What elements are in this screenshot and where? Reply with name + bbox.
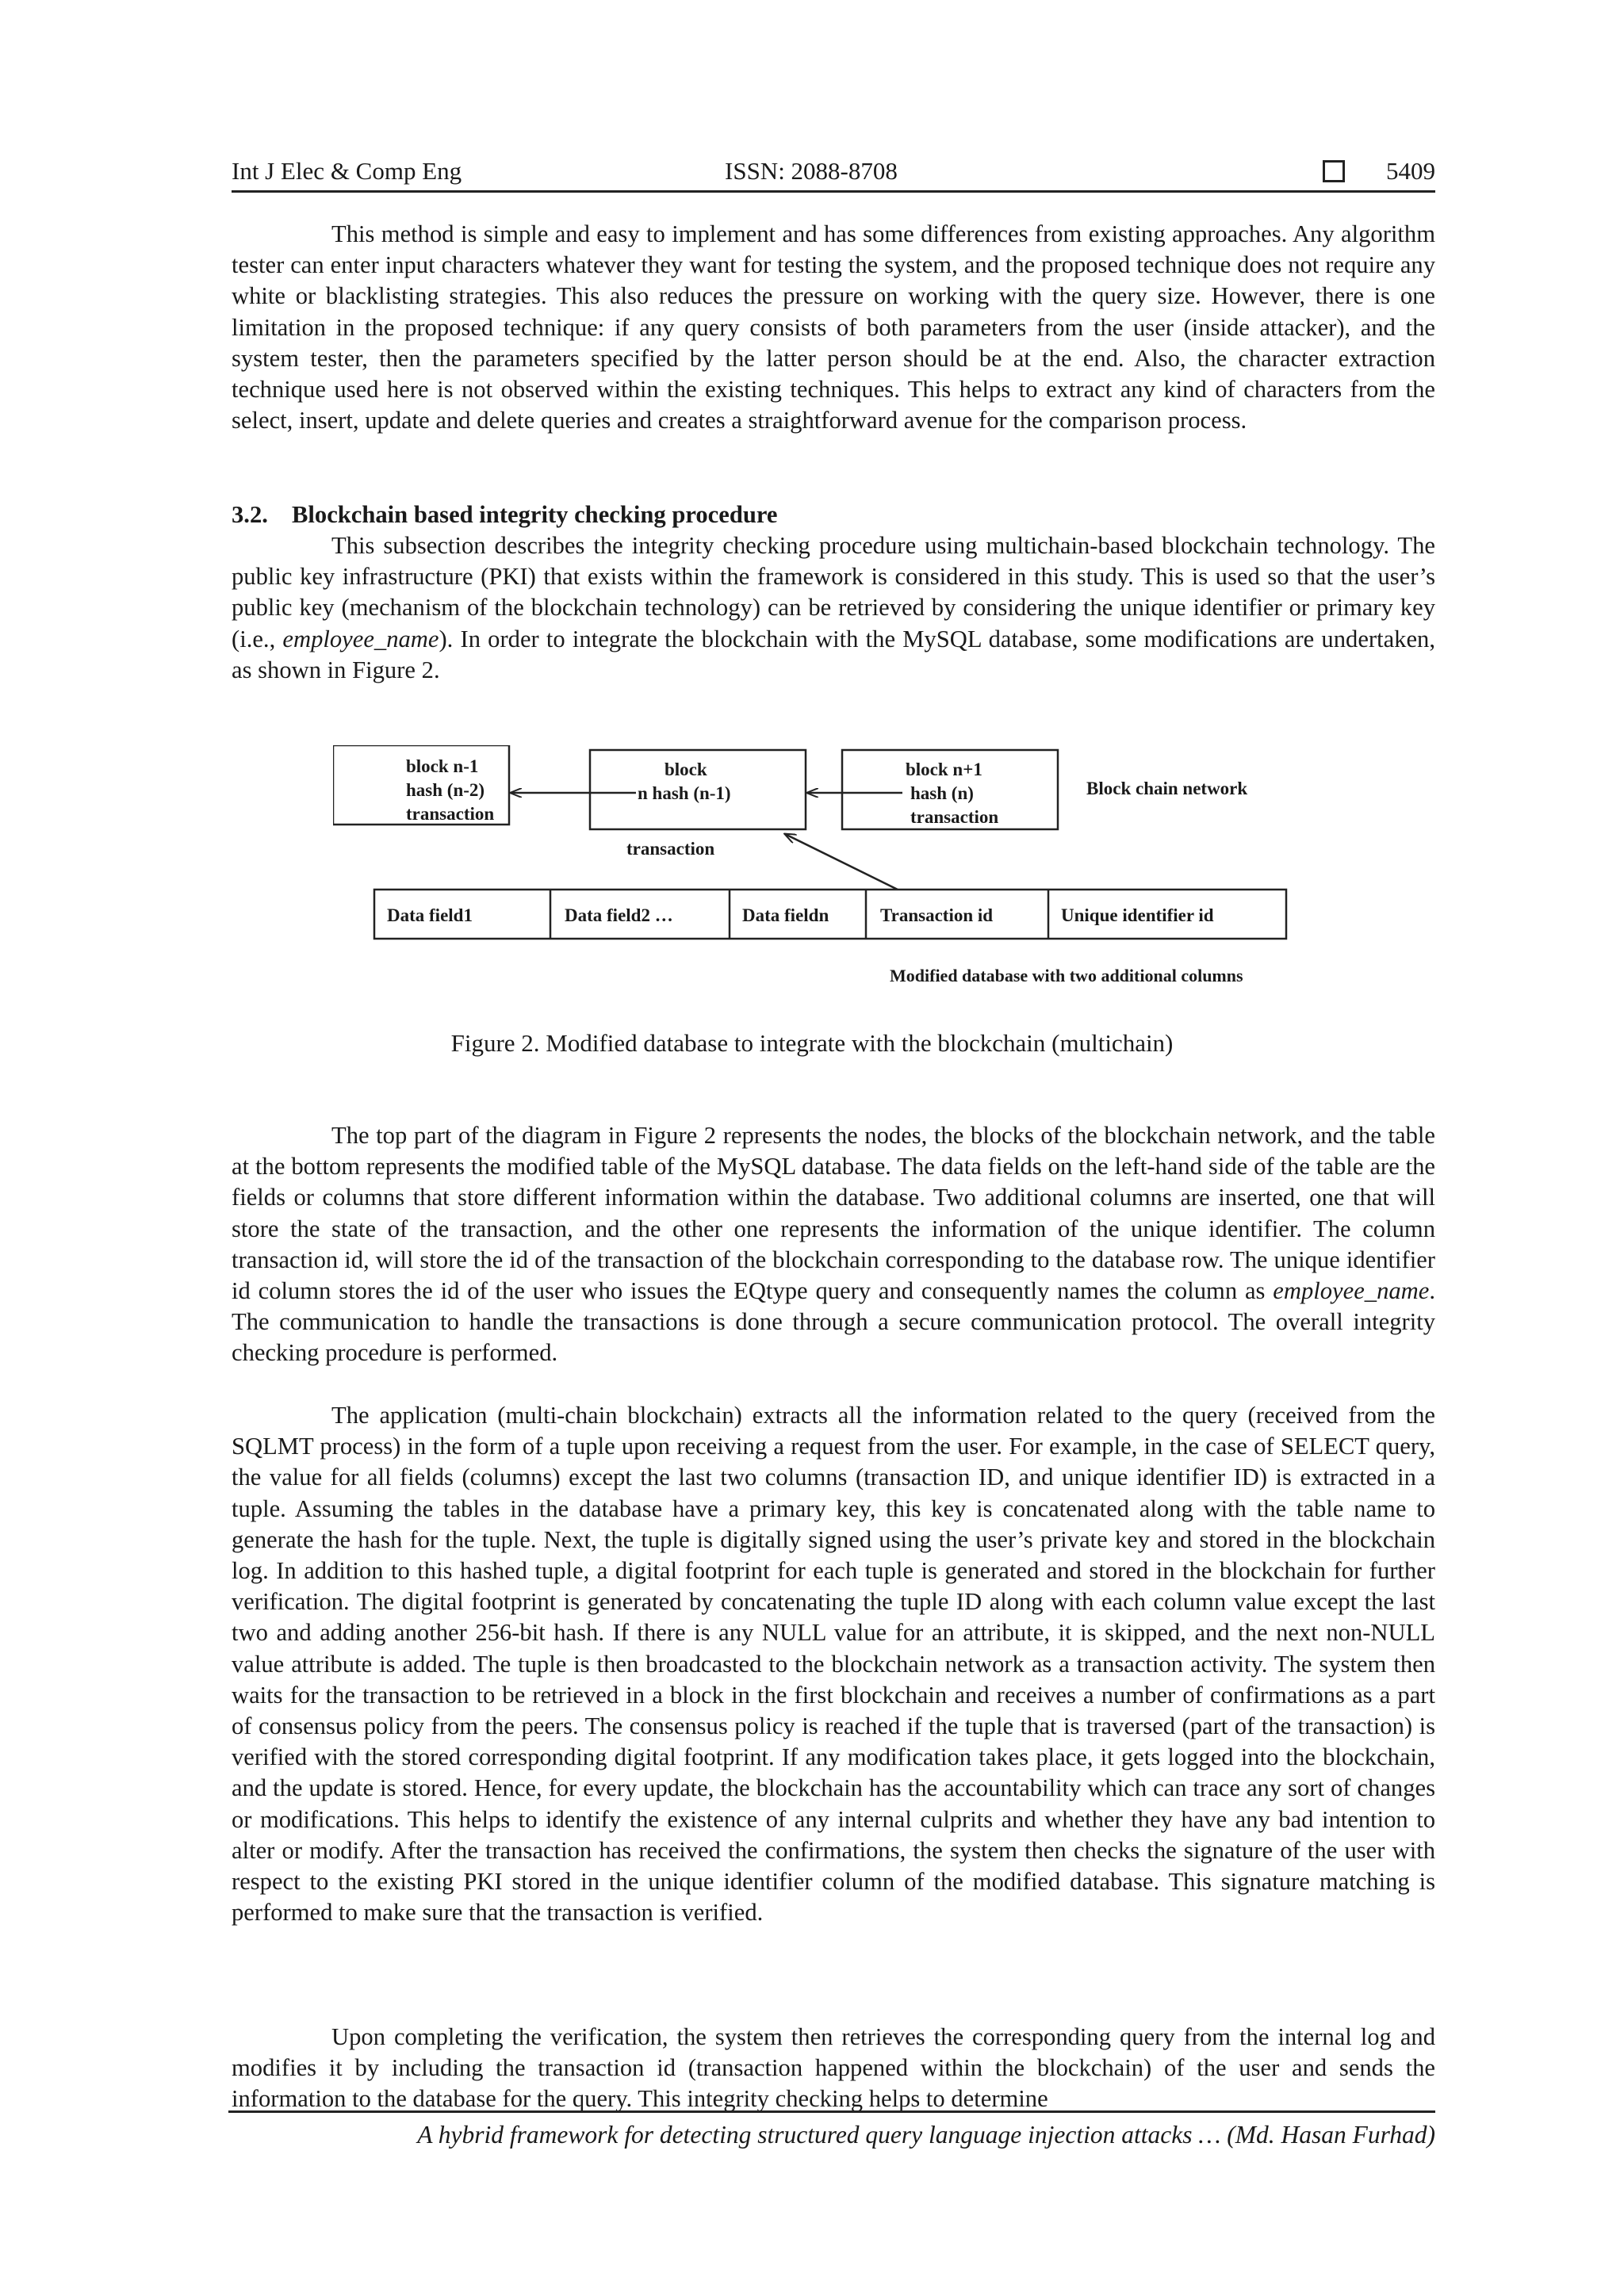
block-n-plus-1-transaction: transaction	[910, 807, 999, 827]
section-heading	[232, 501, 777, 529]
block-n-minus-1-hash: hash (n-2)	[406, 780, 485, 800]
table-cell-transaction-id: Transaction id	[880, 905, 994, 925]
modified-database-label: Modified database with two additional columns	[890, 966, 1243, 985]
paragraph-diagram-explanation	[232, 1120, 1435, 1369]
block-n-label: block	[665, 760, 707, 779]
section-title: Blockchain based integrity checking procedure	[292, 501, 778, 528]
paragraph-text: . The communication to handle the transactions is done through a secure communication protocol. The overall integrity checking procedure is performed.	[232, 1277, 1435, 1367]
paragraph-text: Upon completing the verification, the system then retrieves the corresponding query from the internal log and modifies it by including the transaction id (transaction happened within the blockchain) of the user and sends the information to the database for the query. This integrity checking helps to determine	[232, 2023, 1435, 2113]
block-n-minus-1-label: block n-1	[406, 756, 479, 776]
section-number: 3.2.	[232, 501, 268, 528]
table-cell-unique-identifier-id: Unique identifier id	[1061, 905, 1214, 925]
figure-2-diagram	[333, 745, 1348, 999]
page-footer	[228, 2110, 1435, 2149]
emphasis-text: employee_name	[282, 625, 439, 652]
block-n-transaction-label: transaction	[626, 839, 715, 859]
journal-name: Int J Elec & Comp Eng	[232, 157, 462, 185]
paragraph-subsection	[232, 530, 1435, 686]
arrow-transaction-id-to-block	[785, 834, 898, 890]
paragraph-text: The application (multi-chain blockchain) extracts all the information related to the query (received from the SQLMT process) in the form of a tuple upon receiving a request from the user. For example, in the case of SELECT query, the value for all fields (columns) except the last two columns (transaction ID, and unique identifier ID) is extracted in a tuple. Assuming the tables in the database have a primary key, this key is concatenated along with the table name to generate the hash for the tuple. Next, the tuple is digitally signed using the user’s private key and stored in the blockchain log. In addition to this hashed tuple, a digital footprint for each tuple is generated and stored in the blockchain for further verification. The digital footprint is generated by concatenating the tuple ID along with each column value except the last two and adding another 256-bit hash. If there is any NULL value for an attribute, it is skipped, and the next non-NULL value attribute is added. The tuple is then broadcasted to the blockchain network as a transaction activity. The system then waits for the transaction to be retrieved in a block in the first blockchain and receives a number of confirmations as a part of consensus policy from the peers. The consensus policy is reached if the tuple that is traversed (part of the transaction) is verified with the stored corresponding digital footprint. If any modification takes place, it gets logged into the blockchain, and the update is stored. Hence, for every update, the blockchain has the accountability which can trace any sort of changes or modifications. This helps to identify the existence of any internal culprits and whether they have any bad intention to alter or modify. After the transaction has received the confirmations, the system then checks the signature of the user with respect to the existing PKI stored in the unique identifier column of the modified database. This signature matching is performed to make sure that the transaction is verified.	[232, 1402, 1435, 1927]
paragraph-verification	[232, 2022, 1435, 2115]
block-n-minus-1-transaction: transaction	[406, 804, 495, 824]
block-n-plus-1-hash: hash (n)	[910, 783, 974, 803]
figure-caption: Figure 2. Modified database to integrate with the blockchain (multichain)	[450, 1029, 1174, 1057]
footer-text: A hybrid framework for detecting structured query language injection attacks … (Md. Hasan Furhad)	[417, 2121, 1435, 2149]
block-chain-network-label: Block chain network	[1086, 779, 1248, 798]
paragraph-text: ). In order to integrate the blockchain with the MySQL database, some modifications are undertaken, as shown in Figure 2.	[232, 625, 1435, 683]
page-header	[232, 155, 1435, 193]
table-cell-data-fieldn: Data fieldn	[742, 905, 829, 925]
emphasis-text: employee_name	[1273, 1277, 1430, 1305]
page-number: 5409	[1386, 157, 1435, 185]
table-cell-data-field2: Data field2 …	[565, 905, 673, 925]
paragraph-application	[232, 1400, 1435, 1928]
paragraph-text: This subsection describes the integrity checking procedure using multichain-based blockchain technology. The public key infrastructure (PKI) that exists within the framework is considered in this study. This is used so that the user’s public key (mechanism of the blockchain technology) can be retrieved by considering the unique identifier or primary key (i.e.,	[232, 532, 1435, 652]
block-n-hash: n hash (n-1)	[638, 783, 731, 803]
paragraph-text: This method is simple and easy to implement and has some differences from existing approaches. Any algorithm tester can enter input characters whatever they want for testing the system, and the proposed technique does not require any white or blacklisting strategies. This also reduces the pressure on working with the query size. However, there is one limitation in the proposed technique: if any query consists of both parameters from the user (inside attacker), and the system tester, then the parameters specified by the latter person should be at the end. Also, the character extraction technique used here is not observed within the existing techniques. This helps to extract any kind of characters from the select, insert, update and delete queries and creates a straightforward avenue for the comparison process.	[232, 220, 1435, 434]
paragraph-method	[232, 219, 1435, 436]
paragraph-text: The top part of the diagram in Figure 2 represents the nodes, the blocks of the blockchain network, and the table at the bottom represents the modified table of the MySQL database. The data fields on the left-hand side of the table are the fields or columns that store different information within the database. Two additional columns are inserted, one that will store the state of the transaction, and the other one represents the information of the unique identifier. The column transaction id, will store the id of the transaction of the blockchain corresponding to the database row. The unique identifier id column stores the id of the user who issues the EQtype query and consequently names the column as	[232, 1122, 1435, 1305]
issn: ISSN: 2088-8708	[725, 157, 898, 185]
table-cell-data-field1: Data field1	[387, 905, 473, 925]
checkbox-square-icon	[1323, 160, 1345, 182]
block-n-plus-1-label: block n+1	[906, 760, 982, 779]
